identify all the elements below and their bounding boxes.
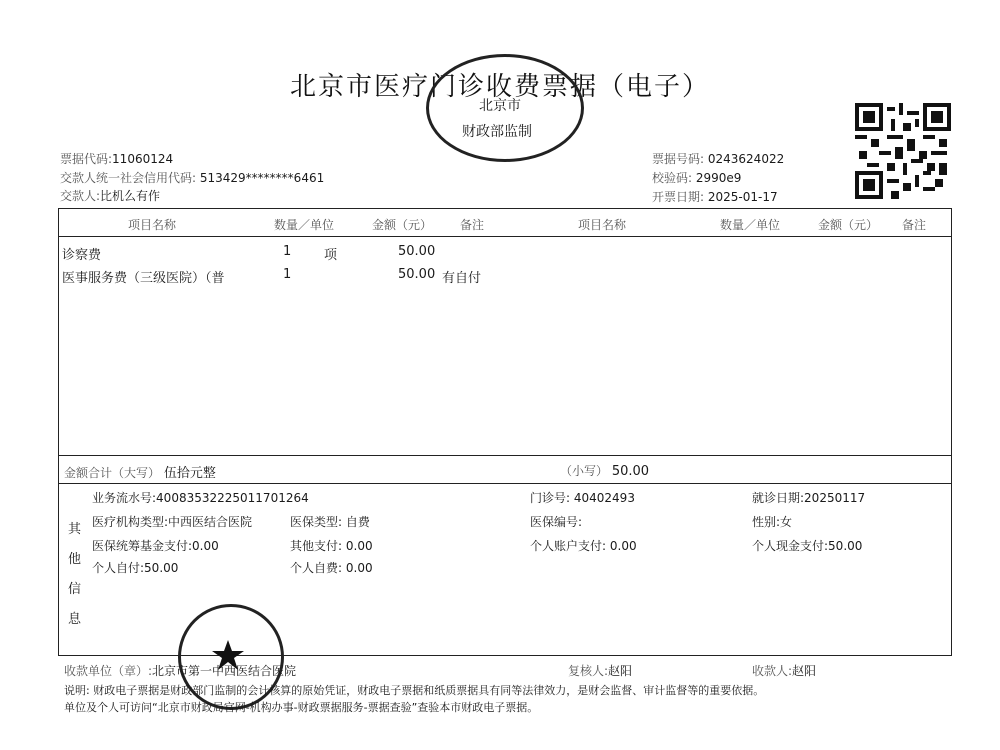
other-info-label-4: 息 — [68, 612, 82, 627]
self-payment: 个人自付:50.00 — [92, 561, 179, 575]
payer-credit-code: 交款人统一社会信用代码: 513429********6461 — [60, 171, 325, 185]
total-divider-top — [58, 455, 952, 456]
col-header-note: 备注 — [460, 218, 485, 232]
col-header-qty-unit-2: 数量／单位 — [720, 218, 781, 232]
item-row-1-unit: 项 — [324, 248, 338, 263]
col-header-item-name: 项目名称 — [128, 218, 177, 232]
item-row-2-amount: 50.00 — [398, 267, 436, 282]
other-payment: 其他支付: 0.00 — [290, 539, 373, 553]
insurance-number: 医保编号: — [530, 515, 583, 529]
total-lowercase: （小写） 50.00 — [560, 464, 650, 479]
col-header-amount-2: 金额（元） — [818, 218, 879, 232]
col-header-qty-unit: 数量／单位 — [274, 218, 335, 232]
other-info-label-2: 他 — [68, 552, 82, 567]
collector: 收款人:赵阳 — [752, 664, 817, 678]
fund-payment: 医保统筹基金支付:0.00 — [92, 539, 219, 553]
receipt-title: 北京市医疗门诊收费票据（电子） — [290, 72, 711, 102]
cash-payment: 个人现金支付:50.00 — [752, 539, 863, 553]
visit-date: 就诊日期:20250117 — [752, 491, 866, 505]
item-row-2-note: 有自付 — [442, 271, 482, 286]
finance-seal — [426, 54, 584, 162]
payee-unit: 收款单位（章）:北京市第一中西医结合医院 — [64, 664, 297, 678]
seal-text-city: 北京市 — [479, 98, 521, 114]
header-divider — [58, 236, 952, 237]
receipt-number: 票据号码: 0243624022 — [652, 152, 785, 166]
legal-note-line-2: 单位及个人可访问“北京市财政局官网-机构办事-财政票据服务-票据查验”查验本市财政电子票据。 — [64, 701, 539, 714]
clinic-number: 门诊号: 40402493 — [530, 491, 635, 505]
insurance-type: 医保类型: 自费 — [290, 515, 370, 529]
payer-name: 交款人:比机么有作 — [60, 189, 161, 203]
total-divider-bottom — [58, 483, 952, 484]
org-type: 医疗机构类型:中西医结合医院 — [92, 515, 253, 529]
legal-note-line-1: 说明: 财政电子票据是财政部门监制的会计核算的原始凭证，财政电子票据和纸质票据具有同等法律效力，是财会监督、审计监督等的重要依据。 — [64, 684, 765, 697]
total-uppercase: 金额合计（大写） 伍拾元整 — [64, 466, 216, 481]
receipt-code: 票据代码:11060124 — [60, 152, 174, 166]
col-header-note-2: 备注 — [902, 218, 927, 232]
item-row-2-qty: 1 — [283, 267, 292, 282]
reviewer: 复核人:赵阳 — [568, 664, 633, 678]
serial-number: 业务流水号:40083532225011701264 — [92, 491, 309, 505]
other-info-label-1: 其 — [68, 522, 82, 537]
col-header-amount: 金额（元） — [372, 218, 433, 232]
item-row-1-qty: 1 — [283, 244, 292, 259]
issue-date: 开票日期: 2025-01-17 — [652, 190, 778, 204]
other-info-label-3: 信 — [68, 582, 82, 597]
gender: 性别:女 — [752, 515, 793, 529]
self-fee: 个人自费: 0.00 — [290, 561, 373, 575]
account-payment: 个人账户支付: 0.00 — [530, 539, 637, 553]
seal-text-supervisor: 财政部监制 — [462, 124, 532, 140]
col-header-item-name-2: 项目名称 — [578, 218, 627, 232]
item-row-1-name: 诊察费 — [62, 248, 102, 263]
item-row-2-name: 医事服务费（三级医院）（普 — [62, 271, 225, 286]
item-row-1-amount: 50.00 — [398, 244, 436, 259]
check-code: 校验码: 2990e9 — [652, 171, 742, 185]
qr-code — [855, 103, 951, 199]
